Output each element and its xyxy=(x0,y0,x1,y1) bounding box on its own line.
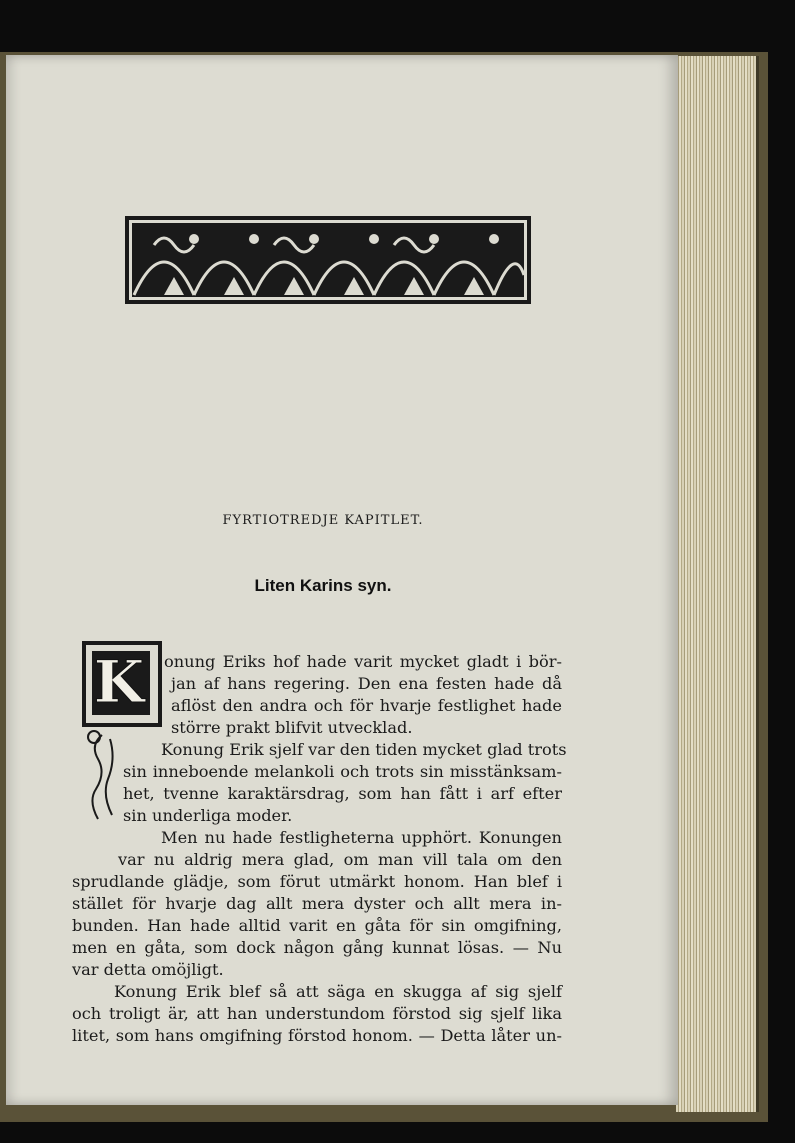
text-line: men en gåta, som dock någon gång kunnat lösas. — Nu xyxy=(72,938,562,957)
text-line: var detta omöjligt. xyxy=(72,960,224,979)
page-stack-edge xyxy=(676,56,759,1112)
text-line: större prakt blifvit utvecklad. xyxy=(171,718,413,737)
book-page xyxy=(6,55,678,1105)
text-line: sin underliga moder. xyxy=(123,806,293,825)
text-line: stället för hvarje dag allt mera dyster och allt mera in- xyxy=(72,894,562,913)
text-line: Konung Erik blef så att säga en skugga af sig sjelf xyxy=(114,982,562,1001)
text-line: Konung Erik sjelf var den tiden mycket glad trots xyxy=(161,740,567,759)
ornamental-headpiece xyxy=(124,215,532,305)
text-line: aflöst den andra och för hvarje festlighet hade xyxy=(171,696,562,715)
chapter-number: FYRTIOTREDJE KAPITLET. xyxy=(222,513,424,528)
text-line: jan af hans regering. Den ena festen hade då xyxy=(171,674,562,693)
text-line: Men nu hade festligheterna upphört. Konungen xyxy=(161,828,562,847)
initial-letter: K xyxy=(93,648,145,716)
text-line: het, tvenne karaktärsdrag, som han fått i arf efter xyxy=(123,784,562,803)
chapter-title: Liten Karins syn. xyxy=(254,576,392,595)
text-line: var nu aldrig mera glad, om man vill tala om den xyxy=(118,850,562,869)
text-line: onung Eriks hof hade varit mycket gladt i bör- xyxy=(164,652,562,671)
text-line: sprudlande glädje, som förut utmärkt honom. Han blef i xyxy=(72,872,562,891)
text-line: sin inneboende melankoli och trots sin misstänksam- xyxy=(123,762,562,781)
text-line: bunden. Han hade alltid varit en gåta för sin omgifning, xyxy=(72,916,562,935)
text-line: litet, som hans omgifning förstod honom. — Detta låter un- xyxy=(72,1026,562,1045)
text-line: och troligt är, att han understundom förstod sig sjelf lika xyxy=(72,1004,562,1023)
